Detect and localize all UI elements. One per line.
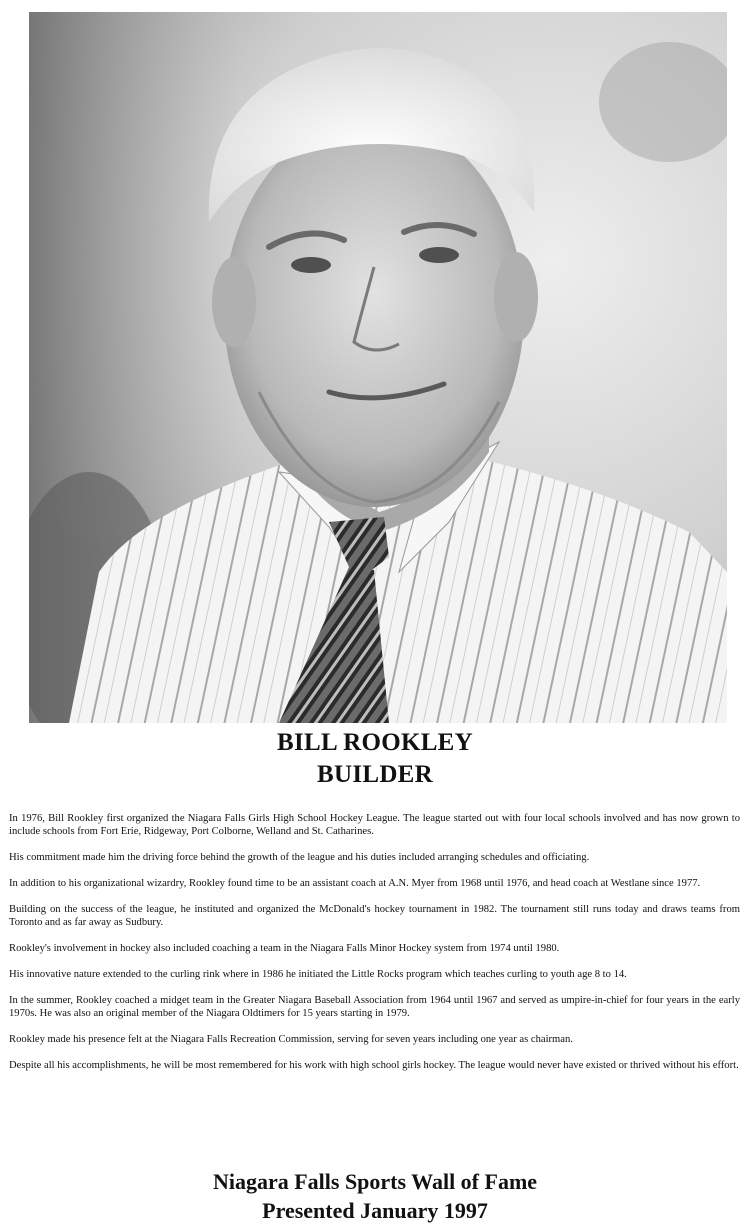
biography-paragraph: Building on the success of the league, he instituted and organized the McDonald's hockey tournament in 1982. The tournament still runs today and draws teams from Toronto and as far away as Sudbury. xyxy=(9,904,740,928)
biography-paragraph: His innovative nature extended to the curling rink where in 1986 he initiated the Little Rocks program which teaches curling to youth age 8 to 14. xyxy=(9,969,627,980)
biography-text xyxy=(9,812,740,1085)
inductee-portrait-photo xyxy=(29,12,727,723)
biography-paragraph: Rookley's involvement in hockey also included coaching a team in the Niagara Falls Minor Hockey system from 1974 until 1980. xyxy=(9,943,560,954)
biography-paragraph: In 1976, Bill Rookley first organized the Niagara Falls Girls High School Hockey League. The league started out with four local schools involved and has now grown to include schools from Fort Erie, Ridgeway, Port Colborne, Welland and St. Catharines. xyxy=(9,813,740,837)
portrait-illustration xyxy=(29,12,727,723)
inductee-category: BUILDER xyxy=(316,761,434,788)
inductee-name: BILL ROOKLEY xyxy=(276,729,474,756)
biography-paragraph: Rookley made his presence felt at the Niagara Falls Recreation Commission, serving for seven years including one year as chairman. xyxy=(9,1034,573,1045)
biography-paragraph: Despite all his accomplishments, he will be most remembered for his work with high school girls hockey. The league would never have existed or thrived without his effort. xyxy=(9,1060,739,1071)
biography-paragraph: In the summer, Rookley coached a midget team in the Greater Niagara Baseball Association from 1964 until 1967 and served as umpire-in-chief for four years in the early 1970s. He was also an original member of the Niagara Oldtimers for 15 years starting in 1979. xyxy=(9,995,740,1019)
biography-paragraph: His commitment made him the driving force behind the growth of the league and his duties included arranging schedules and officiating. xyxy=(9,852,590,863)
biography-paragraph: In addition to his organizational wizardry, Rookley found time to be an assistant coach at A.N. Myer from 1968 until 1976, and head coach at Westlane since 1977. xyxy=(9,878,701,889)
presentation-date: Presented January 1997 xyxy=(262,1198,488,1223)
wall-of-fame-title: Niagara Falls Sports Wall of Fame xyxy=(212,1169,538,1194)
